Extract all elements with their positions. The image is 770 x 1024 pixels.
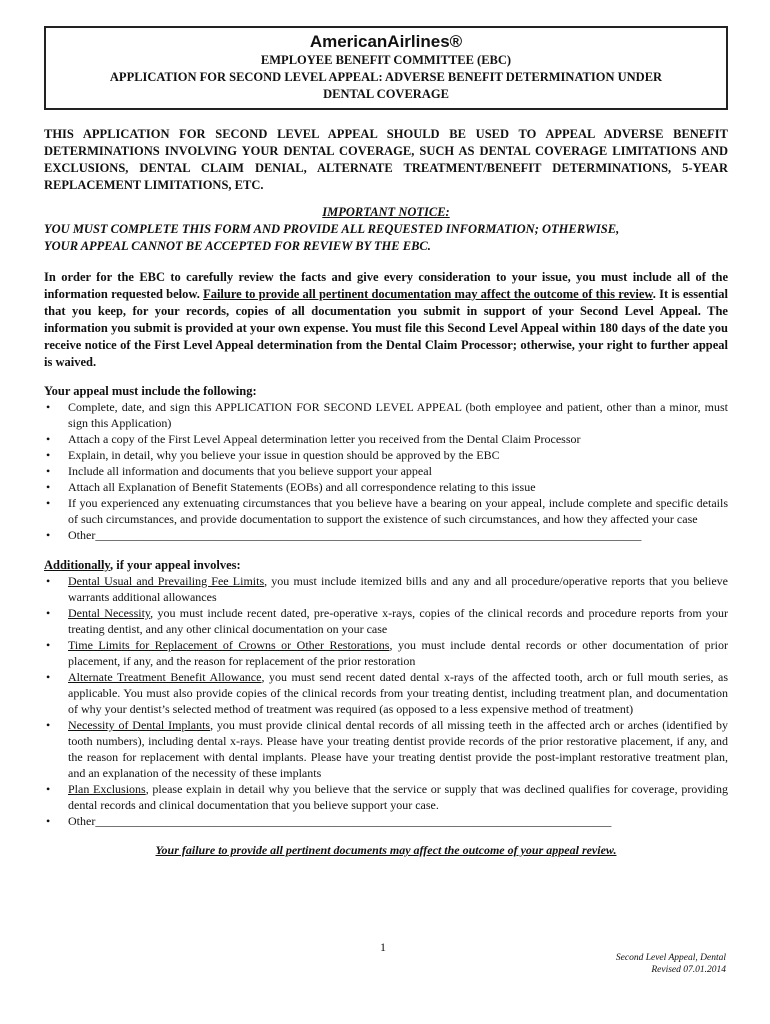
- list-item: [44, 431, 728, 447]
- page-number: 1: [380, 940, 386, 954]
- intro-paragraph: THIS APPLICATION FOR SECOND LEVEL APPEAL SHOULD BE USED TO APPEAL ADVERSE BENEFIT DETERMINATIONS INVOLVING YOUR DENTAL COVERAGE, SUCH AS DENTAL COVERAGE LIMITATIONS AND EXCLUSIONS, DENTAL CLAIM DENIAL, ALTERNATE TREATMENT/BENEFIT DETERMINATIONS, 5-YEAR REPLACEMENT LIMITATIONS, ETC.: [44, 127, 728, 192]
- brand-name: AmericanAirlines®: [309, 32, 463, 51]
- bullet-icon: •: [46, 448, 51, 462]
- form-title-line1: APPLICATION FOR SECOND LEVEL APPEAL: ADVERSE BENEFIT DETERMINATION UNDER: [109, 70, 663, 84]
- list-item-term: Necessity of Dental Implants: [68, 718, 211, 732]
- bullet-icon: •: [46, 670, 51, 684]
- bullet-icon: •: [46, 480, 51, 494]
- list-item-text: , you must include itemized bills and any and all procedure/operative reports that you believe warrants additional allowances: [68, 574, 729, 604]
- list-item: [44, 669, 728, 717]
- bullet-icon: •: [46, 814, 51, 828]
- bullet-icon: •: [46, 638, 51, 652]
- bullet-icon: •: [46, 400, 51, 414]
- list-item-text: , you must include dental records or other documentation of prior placement, if any, and the reason for replacement of the prior restoration: [68, 638, 728, 668]
- bullet-icon: •: [46, 528, 51, 542]
- review-text-underlined: Failure to provide all pertinent documentation may affect the outcome of this review: [203, 287, 653, 301]
- list-item-term: Dental Necessity: [68, 606, 151, 620]
- review-text-part2: . It is essential that you keep, for your records, copies of all documentation you submit in support of your Second Level Appeal. The information you submit is provided at your own expense. You must file this Second Level Appeal within 180 days of the date you receive notice of the First Level Appeal determination from the Dental Claim Processor; otherwise, your right to further appeal is waived.: [44, 287, 729, 369]
- document-page: [44, 26, 728, 858]
- list-item-term: Time Limits for Replacement of Crowns or Other Restorations: [68, 638, 390, 652]
- must-include-list: [44, 399, 728, 543]
- important-notice: [44, 204, 728, 255]
- notice-line1: YOU MUST COMPLETE THIS FORM AND PROVIDE ALL REQUESTED INFORMATION; OTHERWISE,: [44, 222, 620, 236]
- footer-line1: Second Level Appeal, Dental: [615, 953, 726, 963]
- list-item-text: , please explain in detail why you believe that the service or supply that was declined qualifies for coverage, providing dental records and clinical documentation that you believe support your case.: [68, 782, 728, 812]
- list-item-text: Attach a copy of the First Level Appeal determination letter you received from the Dental Claim Processor: [68, 432, 581, 446]
- list-item-term: Plan Exclusions: [68, 782, 146, 796]
- bullet-icon: •: [46, 718, 51, 732]
- bullet-icon: •: [46, 574, 51, 588]
- list-item-text: Include all information and documents that you believe support your appeal: [68, 464, 432, 478]
- list-item-term: Alternate Treatment Benefit Allowance: [68, 670, 262, 684]
- notice-title: IMPORTANT NOTICE:: [322, 205, 450, 219]
- list-item-text: , you must include recent dated, pre-operative x-rays, copies of the clinical records and procedure reports from your treating dentist, and any other clinical documentation on your case: [68, 606, 728, 636]
- list-item-text: Other______________________________________________________________________________________: [68, 814, 612, 828]
- review-paragraph: [44, 269, 728, 371]
- list-item: [44, 717, 728, 781]
- list-item-term: Dental Usual and Prevailing Fee Limits: [68, 574, 265, 588]
- list-item: [44, 637, 728, 669]
- list-item: [44, 605, 728, 637]
- list-item: [44, 527, 728, 543]
- list-item: [44, 495, 728, 527]
- list-item-text: , you must send recent dated dental x-rays of the affected tooth, arch or full mouth series, as applicable. You must also provide copies of the clinical records from your treating dentist, including treatment plan, and documentation of why your dentist’s selected method of treatment was required (as opposed to a less expensive method of treatment): [68, 670, 728, 716]
- list-item-text: Explain, in detail, why you believe your issue in question should be approved by the EBC: [68, 448, 500, 462]
- form-title-line2: DENTAL COVERAGE: [323, 87, 449, 101]
- list-item: [44, 573, 728, 605]
- bullet-icon: •: [46, 432, 51, 446]
- bullet-icon: •: [46, 496, 51, 510]
- list-item-text: Other___________________________________________________________________________________________: [68, 528, 642, 542]
- must-include-heading: Your appeal must include the following:: [44, 384, 257, 398]
- bullet-icon: •: [46, 782, 51, 796]
- bullet-icon: •: [46, 606, 51, 620]
- list-item: [44, 399, 728, 431]
- closing-statement: Your failure to provide all pertinent documents may affect the outcome of your appeal review.: [155, 843, 617, 857]
- list-item-text: Attach all Explanation of Benefit Statements (EOBs) and all correspondence relating to this issue: [68, 480, 536, 494]
- list-item: [44, 479, 728, 495]
- footer-line2: Revised 07.01.2014: [651, 965, 726, 975]
- list-item: [44, 463, 728, 479]
- additionally-heading-rest: , if your appeal involves:: [110, 558, 241, 572]
- committee-name: EMPLOYEE BENEFIT COMMITTEE (EBC): [260, 53, 512, 67]
- bullet-icon: •: [46, 464, 51, 478]
- additionally-list: [44, 573, 728, 829]
- review-text-part1: In order for the EBC to carefully review the facts and give every consideration to your issue, you must include all of the information requested below.: [44, 270, 728, 301]
- additionally-heading: [44, 557, 728, 573]
- header-box: [44, 26, 728, 110]
- footer: [616, 952, 726, 976]
- list-item: [44, 781, 728, 813]
- list-item-text: Complete, date, and sign this APPLICATION FOR SECOND LEVEL APPEAL (both employee and patient, other than a minor, must sign this Application): [68, 400, 728, 430]
- list-item: [44, 813, 728, 829]
- list-item-text: If you experienced any extenuating circumstances that you believe have a bearing on your appeal, include complete and specific details of such circumstances, and provide documentation to support the existence of such circumstances, and how they affected your case: [68, 496, 728, 526]
- list-item-text: , you must provide clinical dental records of all missing teeth in the affected arch or arches (identified by tooth numbers), including dental x-rays. Please have your treating dentist provide records of the prior restorative placement, if any, and the reason for replacement with dental implants. Please have your treating dentist provide the post-implant restorative treatment plan, and an explanation of the necessity of these implants: [68, 718, 728, 780]
- list-item: [44, 447, 728, 463]
- notice-line2: YOUR APPEAL CANNOT BE ACCEPTED FOR REVIEW BY THE EBC.: [44, 239, 431, 253]
- additionally-heading-underlined: Additionally: [44, 558, 110, 572]
